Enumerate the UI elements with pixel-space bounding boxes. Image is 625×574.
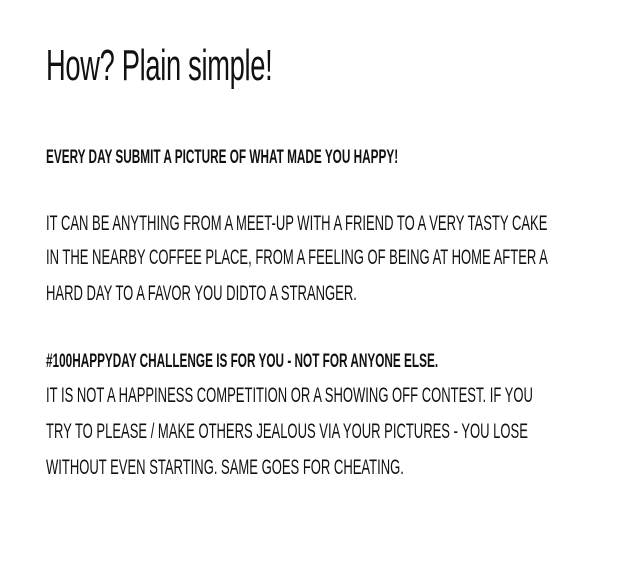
- rules-line-2: TRY TO PLEASE / MAKE OTHERS JEALOUS VIA YOUR PICTURES - YOU LOSE: [46, 420, 528, 443]
- description-line-2: IN THE NEARBY COFFEE PLACE, FROM A FEELING OF BEING AT HOME AFTER A: [46, 246, 548, 269]
- challenge-heading: #100HAPPYDAY CHALLENGE IS FOR YOU - NOT FOR ANYONE ELSE.: [46, 351, 439, 372]
- rules-line-3: WITHOUT EVEN STARTING. SAME GOES FOR CHEATING.: [46, 456, 404, 479]
- instruction-heading: EVERY DAY SUBMIT A PICTURE OF WHAT MADE YOU HAPPY!: [46, 147, 399, 168]
- page-title: How? Plain simple!: [46, 41, 273, 90]
- description-line-1: IT CAN BE ANYTHING FROM A MEET-UP WITH A FRIEND TO A VERY TASTY CAKE: [46, 212, 548, 235]
- description-line-3: HARD DAY TO A FAVOR YOU DIDTO A STRANGER.: [46, 282, 357, 305]
- rules-line-1: IT IS NOT A HAPPINESS COMPETITION OR A SHOWING OFF CONTEST. IF YOU: [46, 384, 533, 407]
